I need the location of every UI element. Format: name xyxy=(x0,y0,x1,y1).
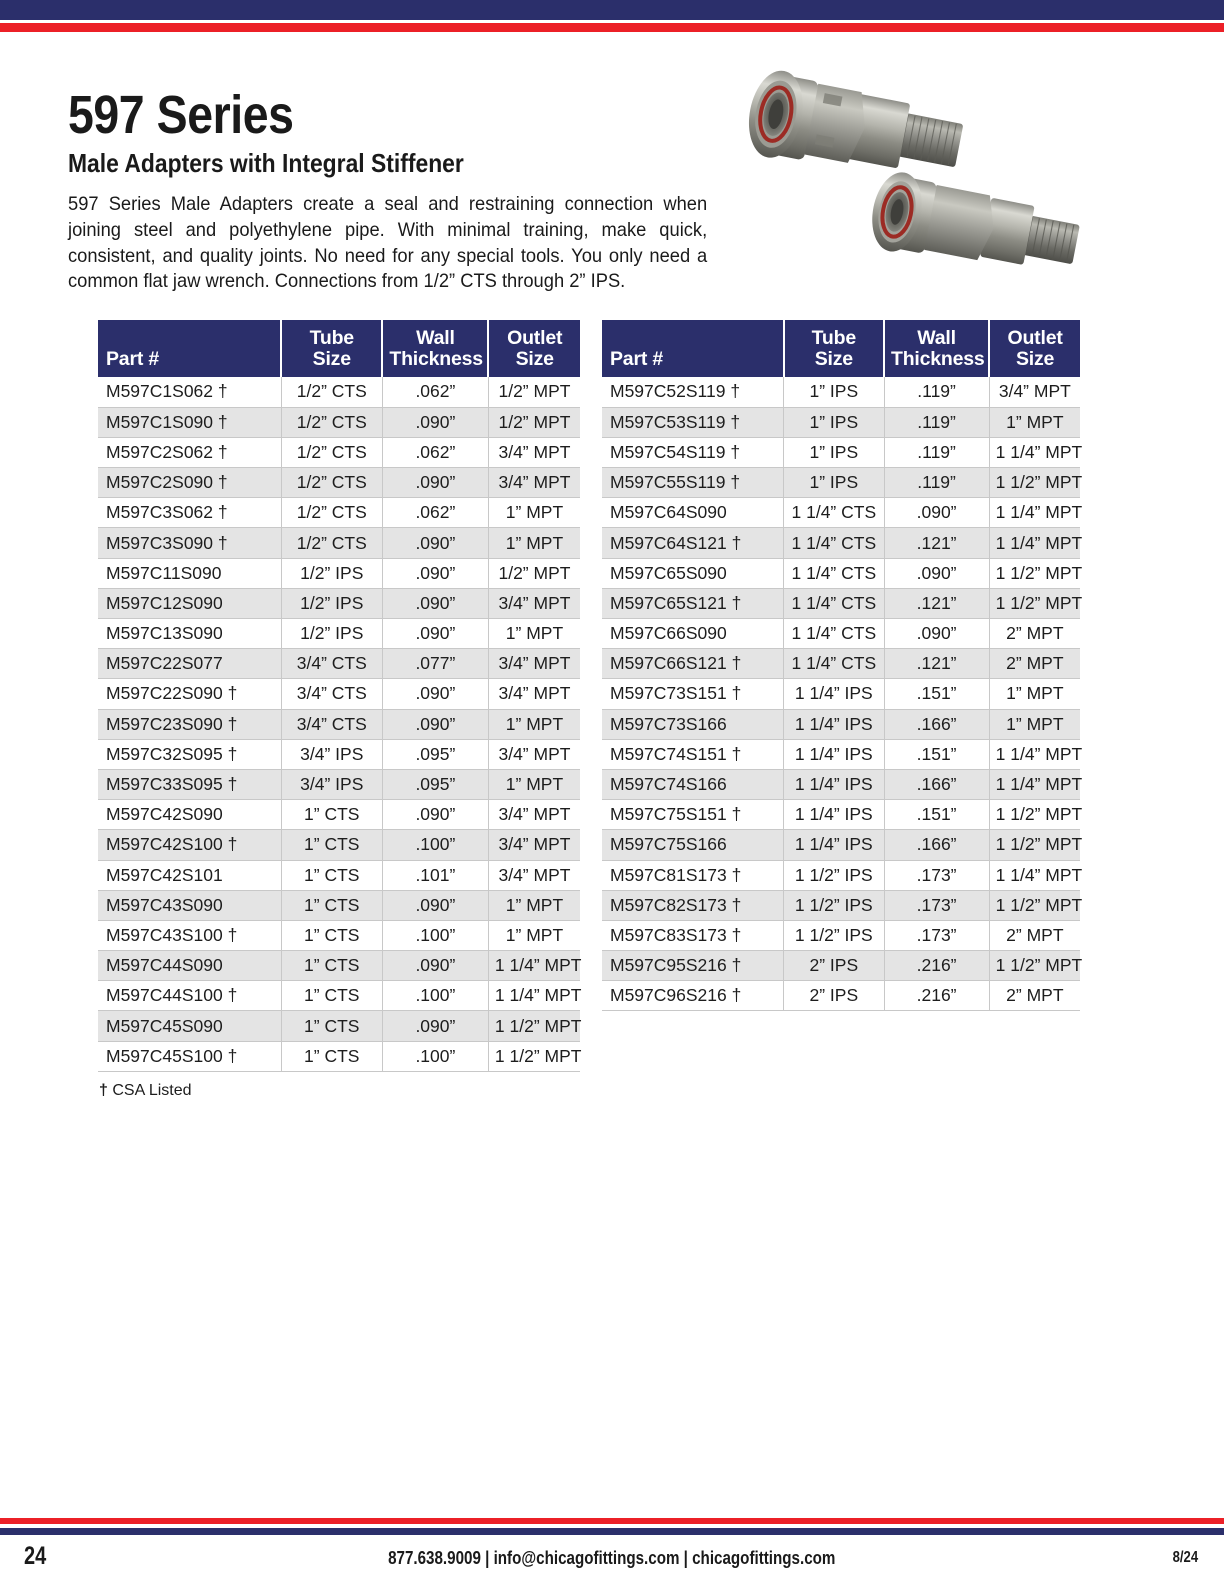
cell-outlet-size: 2” MPT xyxy=(989,619,1080,649)
cell-outlet-size: 1” MPT xyxy=(989,709,1080,739)
header-tube-line1: Tube xyxy=(309,326,354,349)
cell-tube-size: 1” IPS xyxy=(784,377,884,407)
cell-outlet-size: 1 1/2” MPT xyxy=(989,800,1080,830)
cell-outlet-size: 1” MPT xyxy=(488,890,580,920)
cell-outlet-size: 1 1/2” MPT xyxy=(989,588,1080,618)
cell-tube-size: 1 1/4” CTS xyxy=(784,619,884,649)
cell-part-number: M597C73S166 xyxy=(602,709,784,739)
cell-outlet-size: 1 1/2” MPT xyxy=(989,830,1080,860)
cell-wall-thickness: .166” xyxy=(884,709,989,739)
cell-wall-thickness: .121” xyxy=(884,649,989,679)
cell-tube-size: 2” IPS xyxy=(784,951,884,981)
cell-part-number: M597C3S062 † xyxy=(98,498,281,528)
cell-part-number: M597C2S062 † xyxy=(98,437,281,467)
cell-wall-thickness: .062” xyxy=(382,498,488,528)
table-row xyxy=(98,588,580,618)
header-outlet-size xyxy=(989,320,1080,377)
header-tube-line2: Size xyxy=(312,347,351,370)
cell-part-number: M597C42S101 xyxy=(98,860,281,890)
cell-part-number: M597C33S095 † xyxy=(98,769,281,799)
table-row xyxy=(602,498,1080,528)
cell-part-number: M597C65S090 xyxy=(602,558,784,588)
table-row xyxy=(98,800,580,830)
cell-outlet-size: 1 1/4” MPT xyxy=(989,528,1080,558)
table-row xyxy=(98,558,580,588)
table-row xyxy=(98,830,580,860)
cell-tube-size: 1/2” IPS xyxy=(281,588,382,618)
header-tube-line2: Size xyxy=(814,347,853,370)
cell-wall-thickness: .121” xyxy=(884,528,989,558)
cell-wall-thickness: .090” xyxy=(382,800,488,830)
cell-outlet-size: 1/2” MPT xyxy=(488,407,580,437)
cell-wall-thickness: .119” xyxy=(884,377,989,407)
cell-wall-thickness: .090” xyxy=(382,709,488,739)
cell-wall-thickness: .077” xyxy=(382,649,488,679)
cell-part-number: M597C83S173 † xyxy=(602,920,784,950)
table-row xyxy=(602,558,1080,588)
cell-part-number: M597C12S090 xyxy=(98,588,281,618)
cell-part-number: M597C55S119 † xyxy=(602,468,784,498)
table-row xyxy=(602,528,1080,558)
cell-tube-size: 3/4” CTS xyxy=(281,649,382,679)
cell-wall-thickness: .100” xyxy=(382,1041,488,1071)
header-outlet-size xyxy=(488,320,580,377)
spec-table-left-body xyxy=(98,377,580,1071)
table-row xyxy=(602,739,1080,769)
table-row xyxy=(602,588,1080,618)
cell-wall-thickness: .100” xyxy=(382,981,488,1011)
cell-tube-size: 3/4” IPS xyxy=(281,739,382,769)
cell-outlet-size: 1” MPT xyxy=(989,679,1080,709)
title-block xyxy=(68,85,728,295)
header-wall-line1: Wall xyxy=(917,326,956,349)
cell-outlet-size: 3/4” MPT xyxy=(989,377,1080,407)
cell-tube-size: 1 1/4” IPS xyxy=(784,800,884,830)
cell-tube-size: 1” CTS xyxy=(281,1041,382,1071)
cell-tube-size: 1/2” IPS xyxy=(281,619,382,649)
header-wall-thickness xyxy=(382,320,488,377)
header-outlet-line1: Outlet xyxy=(507,326,563,349)
cell-tube-size: 1 1/4” CTS xyxy=(784,558,884,588)
table-row xyxy=(602,377,1080,407)
table-header-row xyxy=(98,320,580,377)
footnote xyxy=(99,1082,192,1100)
cell-part-number: M597C42S090 xyxy=(98,800,281,830)
cell-wall-thickness: .119” xyxy=(884,407,989,437)
cell-part-number: M597C95S216 † xyxy=(602,951,784,981)
cell-outlet-size: 1 1/2” MPT xyxy=(989,951,1080,981)
cell-wall-thickness: .090” xyxy=(382,890,488,920)
cell-outlet-size: 3/4” MPT xyxy=(488,649,580,679)
table-row xyxy=(602,951,1080,981)
footer-contact xyxy=(0,1547,1224,1569)
table-row xyxy=(98,649,580,679)
cell-part-number: M597C22S090 † xyxy=(98,679,281,709)
cell-wall-thickness: .173” xyxy=(884,860,989,890)
table-row xyxy=(98,528,580,558)
cell-outlet-size: 3/4” MPT xyxy=(488,468,580,498)
cell-outlet-size: 1” MPT xyxy=(488,619,580,649)
cell-wall-thickness: .090” xyxy=(382,1011,488,1041)
cell-wall-thickness: .151” xyxy=(884,800,989,830)
cell-outlet-size: 3/4” MPT xyxy=(488,800,580,830)
cell-tube-size: 1” CTS xyxy=(281,890,382,920)
cell-part-number: M597C43S100 † xyxy=(98,920,281,950)
header-outlet-line2: Size xyxy=(515,347,554,370)
cell-wall-thickness: .119” xyxy=(884,437,989,467)
table-row xyxy=(98,619,580,649)
bottom-navy-rule xyxy=(0,1528,1224,1535)
cell-tube-size: 1” CTS xyxy=(281,1011,382,1041)
cell-wall-thickness: .090” xyxy=(382,951,488,981)
footer-page-number: 24 xyxy=(24,1542,47,1570)
cell-part-number: M597C22S077 xyxy=(98,649,281,679)
cell-wall-thickness: .090” xyxy=(884,498,989,528)
header-outlet-line2: Size xyxy=(1015,347,1055,370)
cell-outlet-size: 1 1/2” MPT xyxy=(989,468,1080,498)
cell-part-number: M597C3S090 † xyxy=(98,528,281,558)
cell-tube-size: 1” CTS xyxy=(281,860,382,890)
cell-wall-thickness: .100” xyxy=(382,920,488,950)
table-row xyxy=(602,679,1080,709)
table-row xyxy=(602,920,1080,950)
cell-tube-size: 1” CTS xyxy=(281,951,382,981)
cell-part-number: M597C65S121 † xyxy=(602,588,784,618)
cell-wall-thickness: .173” xyxy=(884,920,989,950)
cell-wall-thickness: .121” xyxy=(884,588,989,618)
cell-tube-size: 1 1/4” IPS xyxy=(784,830,884,860)
cell-outlet-size: 3/4” MPT xyxy=(488,437,580,467)
cell-tube-size: 1/2” CTS xyxy=(281,528,382,558)
cell-part-number: M597C75S166 xyxy=(602,830,784,860)
cell-tube-size: 1 1/4” CTS xyxy=(784,498,884,528)
header-part: Part # xyxy=(98,320,281,377)
cell-wall-thickness: .100” xyxy=(382,830,488,860)
cell-outlet-size: 1 1/4” MPT xyxy=(989,769,1080,799)
top-red-rule xyxy=(0,23,1224,32)
cell-wall-thickness: .166” xyxy=(884,769,989,799)
header-part: Part # xyxy=(602,320,784,377)
cell-outlet-size: 1 1/2” MPT xyxy=(488,1041,580,1071)
cell-outlet-size: 2” MPT xyxy=(989,649,1080,679)
cell-outlet-size: 1” MPT xyxy=(488,709,580,739)
cell-outlet-size: 2” MPT xyxy=(989,920,1080,950)
table-row xyxy=(602,769,1080,799)
cell-tube-size: 1 1/2” IPS xyxy=(784,920,884,950)
cell-part-number: M597C53S119 † xyxy=(602,407,784,437)
cell-outlet-size: 1” MPT xyxy=(488,920,580,950)
cell-tube-size: 1 1/4” IPS xyxy=(784,679,884,709)
table-row xyxy=(98,407,580,437)
table-row xyxy=(98,1011,580,1041)
cell-tube-size: 1/2” IPS xyxy=(281,558,382,588)
table-row xyxy=(98,468,580,498)
cell-part-number: M597C45S090 xyxy=(98,1011,281,1041)
table-row xyxy=(98,437,580,467)
table-row xyxy=(98,890,580,920)
cell-outlet-size: 1 1/4” MPT xyxy=(989,860,1080,890)
header-wall-line2: Thickness xyxy=(389,347,483,370)
cell-part-number: M597C96S216 † xyxy=(602,981,784,1011)
header-wall-line1: Wall xyxy=(416,326,455,349)
cell-part-number: M597C23S090 † xyxy=(98,709,281,739)
cell-wall-thickness: .062” xyxy=(382,377,488,407)
cell-outlet-size: 3/4” MPT xyxy=(488,739,580,769)
cell-tube-size: 1/2” CTS xyxy=(281,407,382,437)
cell-tube-size: 1 1/4” IPS xyxy=(784,769,884,799)
fittings-illustration xyxy=(725,55,1125,310)
table-row xyxy=(602,830,1080,860)
cell-part-number: M597C13S090 xyxy=(98,619,281,649)
cell-wall-thickness: .151” xyxy=(884,679,989,709)
cell-part-number: M597C64S121 † xyxy=(602,528,784,558)
cell-outlet-size: 3/4” MPT xyxy=(488,830,580,860)
page-subtitle: Male Adapters with Integral Stiffener xyxy=(68,148,464,179)
cell-part-number: M597C1S062 † xyxy=(98,377,281,407)
cell-tube-size: 3/4” IPS xyxy=(281,769,382,799)
cell-part-number: M597C66S090 xyxy=(602,619,784,649)
cell-outlet-size: 1” MPT xyxy=(488,528,580,558)
table-row xyxy=(602,981,1080,1011)
product-photo xyxy=(725,55,1125,310)
product-description: 597 Series Male Adapters create a seal and restraining connection when joining steel and polyethylene pipe. With minimal training, make quick, consistent, and quality joints. No need for any special tools. You only need a common flat jaw wrench. Connections from 1/2” CTS through 2” IPS. xyxy=(68,192,708,293)
table-row xyxy=(602,800,1080,830)
cell-part-number: M597C44S100 † xyxy=(98,981,281,1011)
cell-part-number: M597C64S090 xyxy=(602,498,784,528)
table-row xyxy=(602,619,1080,649)
cell-wall-thickness: .062” xyxy=(382,437,488,467)
cell-tube-size: 1/2” CTS xyxy=(281,377,382,407)
cell-part-number: M597C74S151 † xyxy=(602,739,784,769)
cell-part-number: M597C54S119 † xyxy=(602,437,784,467)
footnote-dagger-icon: † xyxy=(99,1082,108,1099)
table-row xyxy=(98,951,580,981)
footnote-text: CSA Listed xyxy=(112,1082,192,1099)
table-row xyxy=(602,437,1080,467)
cell-wall-thickness: .095” xyxy=(382,769,488,799)
table-row xyxy=(602,709,1080,739)
table-row xyxy=(602,407,1080,437)
cell-tube-size: 1” IPS xyxy=(784,407,884,437)
cell-tube-size: 3/4” CTS xyxy=(281,709,382,739)
table-row xyxy=(602,649,1080,679)
cell-part-number: M597C75S151 † xyxy=(602,800,784,830)
cell-tube-size: 1/2” CTS xyxy=(281,468,382,498)
cell-part-number: M597C74S166 xyxy=(602,769,784,799)
cell-outlet-size: 1” MPT xyxy=(488,498,580,528)
cell-tube-size: 2” IPS xyxy=(784,981,884,1011)
cell-outlet-size: 1/2” MPT xyxy=(488,377,580,407)
table-row xyxy=(98,860,580,890)
cell-tube-size: 1” CTS xyxy=(281,920,382,950)
cell-wall-thickness: .090” xyxy=(382,528,488,558)
cell-outlet-size: 3/4” MPT xyxy=(488,860,580,890)
table-row xyxy=(602,468,1080,498)
cell-wall-thickness: .090” xyxy=(884,558,989,588)
cell-outlet-size: 1 1/2” MPT xyxy=(989,558,1080,588)
table-row xyxy=(98,709,580,739)
cell-tube-size: 1/2” CTS xyxy=(281,437,382,467)
table-row xyxy=(98,498,580,528)
cell-tube-size: 1 1/4” CTS xyxy=(784,649,884,679)
table-row xyxy=(98,769,580,799)
cell-tube-size: 1 1/4” IPS xyxy=(784,739,884,769)
cell-part-number: M597C1S090 † xyxy=(98,407,281,437)
cell-tube-size: 1” IPS xyxy=(784,437,884,467)
cell-part-number: M597C73S151 † xyxy=(602,679,784,709)
cell-wall-thickness: .090” xyxy=(382,619,488,649)
cell-outlet-size: 1 1/2” MPT xyxy=(488,1011,580,1041)
cell-outlet-size: 1 1/4” MPT xyxy=(488,951,580,981)
cell-tube-size: 1 1/4” CTS xyxy=(784,528,884,558)
cell-part-number: M597C45S100 † xyxy=(98,1041,281,1071)
table-row xyxy=(98,377,580,407)
table-row xyxy=(98,981,580,1011)
cell-part-number: M597C52S119 † xyxy=(602,377,784,407)
cell-outlet-size: 1 1/2” MPT xyxy=(989,890,1080,920)
table-row xyxy=(98,739,580,769)
table-row xyxy=(98,679,580,709)
cell-tube-size: 3/4” CTS xyxy=(281,679,382,709)
spec-table-right-body xyxy=(602,377,1083,1011)
page-title: 597 Series xyxy=(68,85,294,145)
header-wall-line2: Thickness xyxy=(891,347,985,370)
cell-outlet-size: 1” MPT xyxy=(488,769,580,799)
cell-wall-thickness: .216” xyxy=(884,951,989,981)
cell-wall-thickness: .090” xyxy=(382,588,488,618)
cell-part-number: M597C44S090 xyxy=(98,951,281,981)
cell-part-number: M597C42S100 † xyxy=(98,830,281,860)
bottom-red-rule xyxy=(0,1518,1224,1524)
cell-tube-size: 1 1/4” IPS xyxy=(784,709,884,739)
cell-tube-size: 1” CTS xyxy=(281,800,382,830)
header-wall-thickness xyxy=(884,320,989,377)
header-tube-line1: Tube xyxy=(811,326,856,349)
cell-wall-thickness: .090” xyxy=(884,619,989,649)
table-row xyxy=(98,1041,580,1071)
header-tube-size xyxy=(784,320,884,377)
cell-tube-size: 1 1/2” IPS xyxy=(784,860,884,890)
footer-contact-text: 877.638.9009 | info@chicagofittings.com | chicagofittings.com xyxy=(388,1547,836,1568)
cell-part-number: M597C43S090 xyxy=(98,890,281,920)
cell-tube-size: 1” CTS xyxy=(281,981,382,1011)
header-tube-size xyxy=(281,320,382,377)
cell-outlet-size: 1 1/4” MPT xyxy=(488,981,580,1011)
cell-part-number: M597C66S121 † xyxy=(602,649,784,679)
cell-outlet-size: 1 1/4” MPT xyxy=(989,437,1080,467)
cell-wall-thickness: .090” xyxy=(382,407,488,437)
cell-outlet-size: 1/2” MPT xyxy=(488,558,580,588)
cell-wall-thickness: .090” xyxy=(382,558,488,588)
cell-outlet-size: 1” MPT xyxy=(989,407,1080,437)
cell-wall-thickness: .166” xyxy=(884,830,989,860)
cell-outlet-size: 2” MPT xyxy=(989,981,1080,1011)
header-outlet-line1: Outlet xyxy=(1007,326,1063,349)
cell-part-number: M597C2S090 † xyxy=(98,468,281,498)
spec-table-left xyxy=(98,320,580,1072)
cell-wall-thickness: .090” xyxy=(382,468,488,498)
cell-part-number: M597C81S173 † xyxy=(602,860,784,890)
table-row xyxy=(98,920,580,950)
cell-wall-thickness: .151” xyxy=(884,739,989,769)
cell-wall-thickness: .090” xyxy=(382,679,488,709)
table-header-row xyxy=(602,320,1080,377)
cell-tube-size: 1 1/4” CTS xyxy=(784,588,884,618)
footer-revision: 8/24 xyxy=(1172,1549,1198,1566)
table-row xyxy=(602,890,1080,920)
cell-tube-size: 1 1/2” IPS xyxy=(784,890,884,920)
cell-tube-size: 1/2” CTS xyxy=(281,498,382,528)
cell-tube-size: 1” CTS xyxy=(281,830,382,860)
spec-table-right xyxy=(602,320,1083,1011)
table-row xyxy=(602,860,1080,890)
top-navy-rule xyxy=(0,0,1224,20)
cell-wall-thickness: .119” xyxy=(884,468,989,498)
cell-part-number: M597C82S173 † xyxy=(602,890,784,920)
cell-tube-size: 1” IPS xyxy=(784,468,884,498)
cell-outlet-size: 1 1/4” MPT xyxy=(989,498,1080,528)
cell-wall-thickness: .216” xyxy=(884,981,989,1011)
cell-outlet-size: 1 1/4” MPT xyxy=(989,739,1080,769)
cell-outlet-size: 3/4” MPT xyxy=(488,679,580,709)
cell-part-number: M597C32S095 † xyxy=(98,739,281,769)
cell-part-number: M597C11S090 xyxy=(98,558,281,588)
cell-wall-thickness: .173” xyxy=(884,890,989,920)
cell-wall-thickness: .101” xyxy=(382,860,488,890)
cell-wall-thickness: .095” xyxy=(382,739,488,769)
cell-outlet-size: 3/4” MPT xyxy=(488,588,580,618)
